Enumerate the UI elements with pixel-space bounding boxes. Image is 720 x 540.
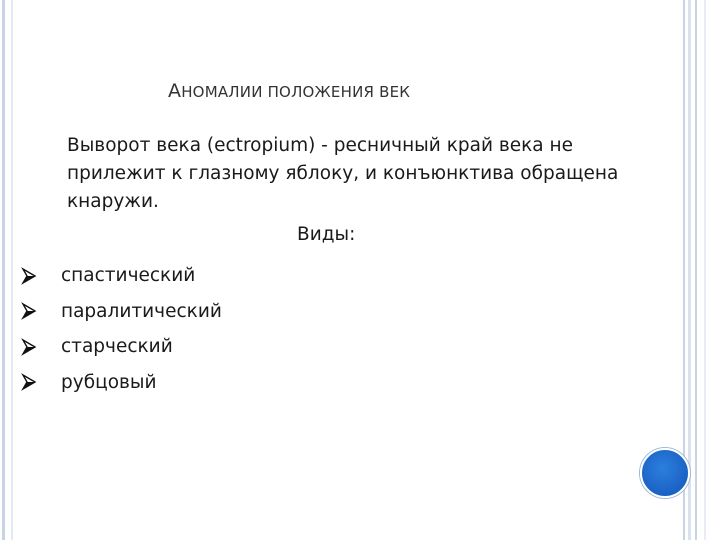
list-item bbox=[20, 365, 222, 401]
types-heading: Виды: bbox=[297, 224, 356, 245]
list-item-text: спастический bbox=[61, 265, 196, 287]
list-item-text: рубцовый bbox=[61, 371, 157, 393]
slide-title-initial: А bbox=[168, 80, 182, 102]
arrow-chevron-icon bbox=[20, 373, 38, 391]
right-border-line bbox=[688, 0, 691, 540]
types-list bbox=[20, 258, 222, 400]
list-item bbox=[20, 329, 222, 365]
decorative-circle-icon bbox=[640, 448, 690, 498]
slide-title-rest: НОМАЛИИ ПОЛОЖЕНИЯ ВЕК bbox=[181, 83, 411, 101]
definition-text: Выворот века (ectropium) - ресничный край века не прилежит к глазному яблоку, и конъюнктива обращена кнаружи. bbox=[67, 135, 619, 212]
list-item bbox=[20, 258, 222, 294]
arrow-chevron-icon bbox=[20, 338, 38, 356]
right-border-line bbox=[704, 0, 706, 540]
list-item-text: паралитический bbox=[61, 300, 222, 322]
left-border-line bbox=[2, 0, 5, 540]
right-border-line bbox=[695, 0, 697, 540]
arrow-chevron-icon bbox=[20, 267, 38, 285]
list-item-text: старческий bbox=[61, 336, 173, 358]
left-border-line-inner bbox=[11, 0, 13, 540]
arrow-chevron-icon bbox=[20, 302, 38, 320]
slide-title bbox=[168, 80, 410, 102]
list-item bbox=[20, 294, 222, 330]
